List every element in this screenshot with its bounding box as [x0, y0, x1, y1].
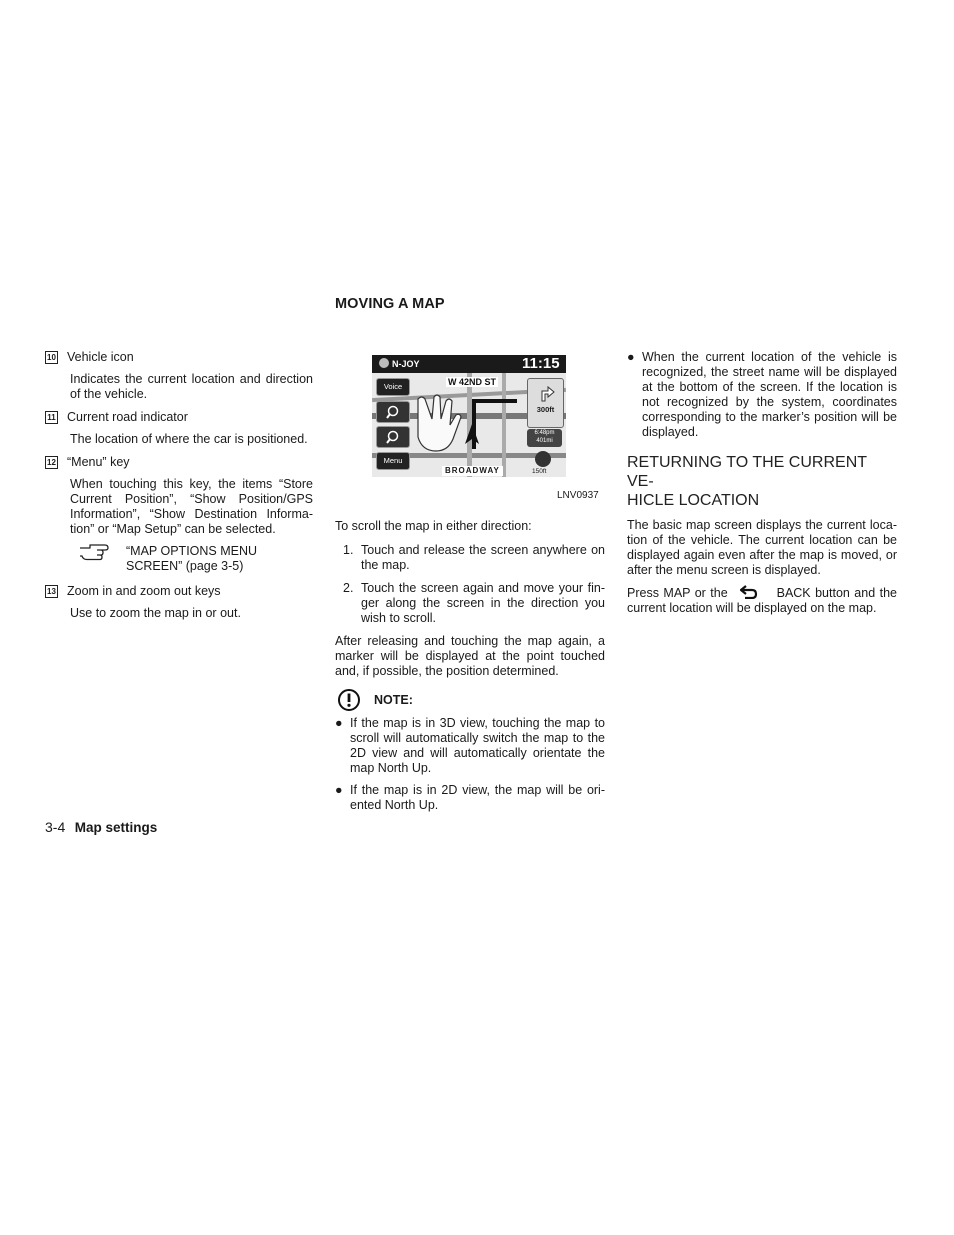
step-text: Touch the screen again and move your fin-ger along the screen in the direction you wish to scroll.: [361, 581, 605, 625]
compass-icon[interactable]: [535, 451, 551, 467]
item-label: Zoom in and zoom out keys: [67, 584, 221, 598]
para2-text-a: Press MAP or the: [627, 586, 728, 600]
item-number-box: 10: [45, 351, 58, 364]
left-column: [45, 350, 313, 621]
bullet-dot: ●: [335, 783, 343, 797]
item-number-box: 11: [45, 411, 58, 424]
route-line: [472, 399, 517, 403]
item-desc: Indicates the current location and direction of the vehicle.: [70, 372, 313, 401]
eta-distance: 401mi: [536, 438, 553, 444]
item-12: [45, 455, 313, 471]
returning-paragraph-2: [627, 585, 897, 616]
heading-line-1: RETURNING TO THE CURRENT VE-: [627, 454, 867, 490]
zoom-in-icon: [377, 402, 409, 422]
warning-circle-icon: [337, 688, 361, 712]
zoom-in-button[interactable]: [376, 401, 410, 423]
item-13: [45, 584, 313, 600]
step-2: [335, 581, 605, 626]
note-header: [335, 692, 605, 712]
street-label-top: W 42ND ST: [448, 377, 497, 387]
turn-arrow-icon: [536, 382, 556, 402]
section-heading-returning: [627, 453, 897, 510]
reference-text[interactable]: “MAP OPTIONS MENU SCREEN” (page 3-5): [126, 544, 258, 573]
item-desc: The location of where the car is positioned.: [70, 432, 308, 446]
station-name: N-JOY: [392, 359, 420, 369]
item-10: [45, 350, 313, 366]
right-bullet-text: When the current location of the vehicle is recognized, the street name will be displayed at the bottom of the screen. If the location is not recognized by the system, coordinates corresponding to the marker’s position will be displayed.: [642, 350, 897, 439]
item-number-box: 12: [45, 456, 58, 469]
reference-block: [45, 544, 313, 576]
step-number: 2.: [343, 581, 354, 595]
turn-info-panel: [527, 378, 564, 428]
map-scale: 150ft: [532, 468, 547, 475]
item-number-box: 13: [45, 585, 58, 598]
eta-panel: [527, 429, 562, 447]
eta-time: 6:48pm: [534, 430, 555, 436]
clock: 11:15: [522, 355, 560, 372]
page-footer: [45, 820, 157, 836]
item-11: [45, 410, 313, 426]
step-1: [335, 543, 605, 573]
returning-paragraph-1: The basic map screen displays the current loca-tion of the vehicle. The current location can be displayed again even after the map is moved, or after the menu screen is displayed.: [627, 518, 897, 577]
step-number: 1.: [343, 543, 354, 557]
item-label: Current road indicator: [67, 410, 188, 424]
note-text: If the map is in 2D view, the map will be ori-ented North Up.: [350, 783, 605, 812]
middle-column: [335, 519, 605, 813]
street-label-bottom: BROADWAY: [442, 466, 503, 476]
bullet-dot: ●: [335, 716, 343, 730]
item-label: Vehicle icon: [67, 350, 134, 364]
vehicle-icon: [464, 423, 480, 445]
note-bullet-1: [335, 716, 605, 776]
intro-text: To scroll the map in either direction:: [335, 519, 532, 533]
item-desc: Use to zoom the map in or out.: [70, 606, 241, 620]
note-label: NOTE:: [374, 693, 413, 707]
note-bullet-2: [335, 783, 605, 813]
heading-line-2: HICLE LOCATION: [627, 492, 760, 509]
note-text: If the map is in 3D view, touching the map to scroll will automatically switch the map to the 2D view and will automatically orientate the map North Up.: [350, 716, 605, 775]
figure-caption: LNV0937: [557, 490, 599, 501]
step-text: Touch and release the screen anywhere on the map.: [361, 543, 605, 572]
road: [502, 373, 506, 477]
map-screen-figure: [372, 355, 566, 477]
menu-button[interactable]: Menu: [376, 452, 410, 470]
bullet-dot: ●: [627, 350, 635, 364]
section-heading-moving-a-map: MOVING A MAP: [335, 296, 445, 312]
right-column: [627, 350, 897, 616]
zoom-out-icon: [377, 427, 409, 447]
after-paragraph: After releasing and touching the map again, a marker will be displayed at the point touched and, if possible, the position determined.: [335, 634, 605, 678]
item-desc: When touching this key, the items “Store Current Position”, “Show Position/GPS Information”, “Show Destination Informa-tion” or “Map Setup” can be selected.: [70, 477, 313, 536]
zoom-out-button[interactable]: [376, 426, 410, 448]
voice-button[interactable]: Voice: [376, 378, 410, 396]
distance-to-turn: 300ft: [536, 405, 555, 414]
pointing-hand-icon: [79, 542, 109, 562]
back-arrow-icon: [740, 585, 758, 599]
right-bullet: [627, 350, 897, 440]
section-title: Map settings: [74, 820, 158, 835]
para2-text-b: BACK button and the current location will be displayed on the map.: [627, 586, 897, 615]
item-label: “Menu” key: [67, 455, 130, 469]
audio-source-icon: [379, 358, 389, 368]
page-number: 3-4: [45, 819, 66, 835]
